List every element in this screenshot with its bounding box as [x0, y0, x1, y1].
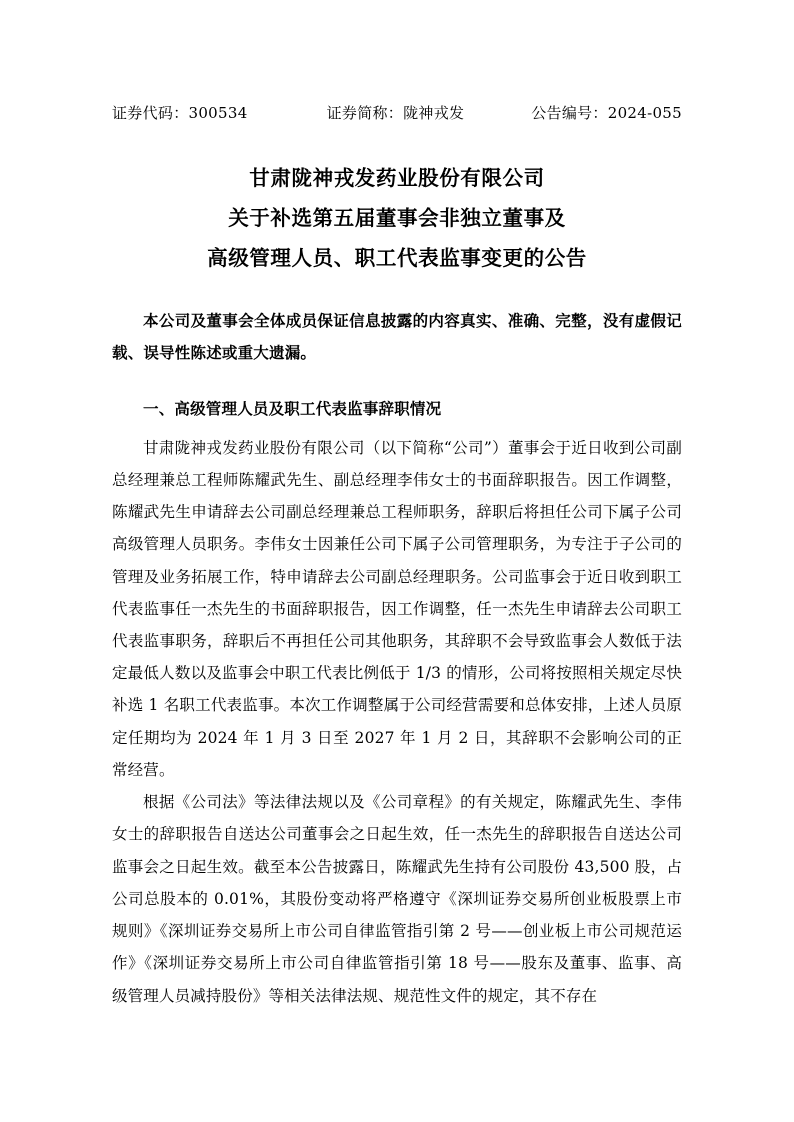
- section-1-paragraph-1: 甘肃陇神戎发药业股份有限公司（以下简称“公司”）董事会于近日收到公司副总经理兼总工程师陈耀武先生、副总经理李伟女士的书面辞职报告。因工作调整，陈耀武先生申请辞去公司副总经理兼总工程师职务，辞职后将担任公司下属子公司高级管理人员职务。李伟女士因兼任公司下属子公司管理职务，为专注于子公司的管理及业务拓展工作，特申请辞去公司副总经理职务。公司监事会于近日收到职工代表监事任一杰先生的书面辞职报告，因工作调整，任一杰先生申请辞去公司职工代表监事职务，辞职后不再担任公司其他职务，其辞职不会导致监事会人数低于法定最低人数以及监事会中职工代表比例低于 1/3 的情形，公司将按照相关规定尽快补选 1 名职工代表监事。本次工作调整属于公司经营需要和总体安排，上述人员原定任期均为 2024 年 1 月 3 日至 2027 年 1 月 2 日，其辞职不会影响公司的正常经营。: [112, 438, 682, 779]
- section-heading-1: 一、高级管理人员及职工代表监事辞职情况: [143, 399, 442, 419]
- security-abbreviation: 证券简称：陇神戎发: [326, 104, 465, 122]
- security-code: 证券代码：300534: [112, 104, 248, 122]
- page-title: [112, 159, 682, 279]
- disclosure-statement: 本公司及董事会全体成员保证信息披露的内容真实、准确、完整，没有虚假记载、误导性陈述或重大遗漏。: [112, 310, 682, 363]
- title-line-2: 关于补选第五届董事会非独立董事及: [228, 205, 566, 230]
- document-header: [112, 102, 682, 123]
- title-line-3: 高级管理人员、职工代表监事变更的公告: [207, 245, 587, 270]
- title-line-1: 甘肃陇神戎发药业股份有限公司: [249, 166, 545, 190]
- section-1-paragraph-2: 根据《公司法》等法律法规以及《公司章程》的有关规定，陈耀武先生、李伟女士的辞职报告自送达公司董事会之日起生效，任一杰先生的辞职报告自送达公司监事会之日起生效。截至本公告披露日，陈耀武先生持有公司股份 43,500 股，占公司总股本的 0.01%，其股份变动将严格遵守《深圳证券交易所创业板股票上市规则》《深圳证券交易所上市公司自律监管指引第 2 号——创业板上市公司规范运作》《深圳证券交易所上市公司自律监管指引第 18 号——股东及董事、监事、高级管理人员减持股份》等相关法律法规、规范性文件的规定，其不存在: [112, 793, 682, 1005]
- notice-number: 公告编号：2024-055: [531, 104, 682, 122]
